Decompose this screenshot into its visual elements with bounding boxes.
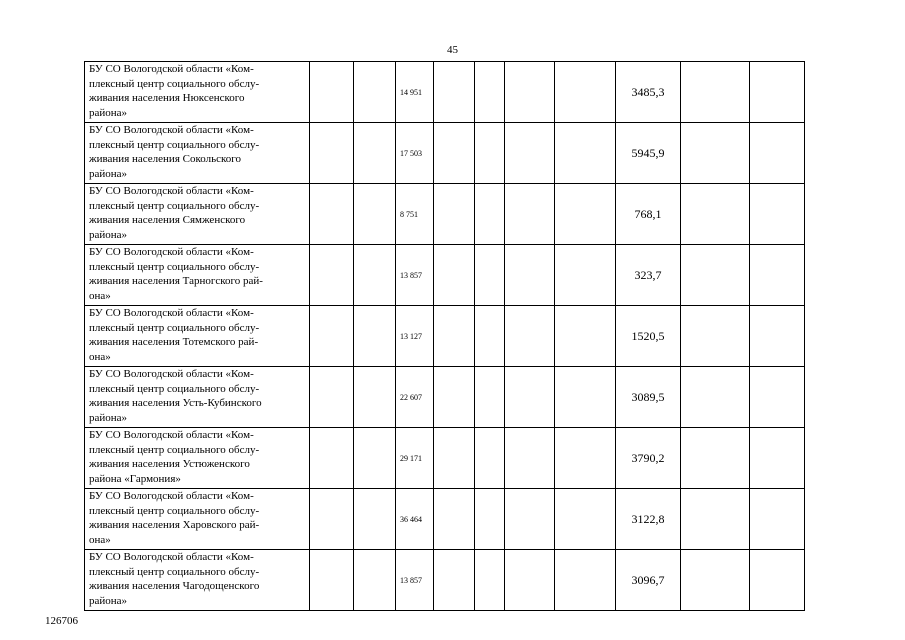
- empty-cell: [555, 367, 616, 428]
- amount-cell: 3122,8: [616, 489, 681, 550]
- recipients-count-cell: 29 171: [396, 428, 434, 489]
- empty-cell: [434, 184, 475, 245]
- empty-cell: [681, 428, 750, 489]
- organization-name-cell: БУ СО Вологодской области «Ком- плексный центр социального обслу- живания населения Харовского рай- она»: [85, 489, 310, 550]
- empty-cell: [750, 428, 805, 489]
- empty-cell: [750, 367, 805, 428]
- amount-cell: 5945,9: [616, 123, 681, 184]
- table-row: [85, 550, 805, 611]
- empty-cell: [354, 489, 396, 550]
- empty-cell: [505, 428, 555, 489]
- table-row: [85, 123, 805, 184]
- empty-cell: [750, 489, 805, 550]
- empty-cell: [505, 550, 555, 611]
- empty-cell: [310, 184, 354, 245]
- empty-cell: [475, 184, 505, 245]
- organization-name-cell: БУ СО Вологодской области «Ком- плексный центр социального обслу- живания населения Сямженского района»: [85, 184, 310, 245]
- recipients-count-cell: 22 607: [396, 367, 434, 428]
- empty-cell: [555, 123, 616, 184]
- empty-cell: [434, 62, 475, 123]
- empty-cell: [434, 367, 475, 428]
- empty-cell: [354, 245, 396, 306]
- recipients-count-cell: 14 951: [396, 62, 434, 123]
- empty-cell: [681, 550, 750, 611]
- empty-cell: [475, 489, 505, 550]
- empty-cell: [750, 306, 805, 367]
- organization-name-cell: БУ СО Вологодской области «Ком- плексный центр социального обслу- живания населения Усть-Кубинского района»: [85, 367, 310, 428]
- recipients-count-cell: 13 127: [396, 306, 434, 367]
- empty-cell: [310, 550, 354, 611]
- table-body: [85, 62, 805, 611]
- organization-name-cell: БУ СО Вологодской области «Ком- плексный центр социального обслу- живания населения Тарногского рай- она»: [85, 245, 310, 306]
- empty-cell: [505, 367, 555, 428]
- empty-cell: [750, 123, 805, 184]
- empty-cell: [555, 62, 616, 123]
- empty-cell: [681, 367, 750, 428]
- empty-cell: [434, 428, 475, 489]
- empty-cell: [555, 245, 616, 306]
- empty-cell: [354, 367, 396, 428]
- empty-cell: [310, 62, 354, 123]
- empty-cell: [475, 367, 505, 428]
- empty-cell: [750, 245, 805, 306]
- empty-cell: [505, 489, 555, 550]
- table-row: [85, 62, 805, 123]
- empty-cell: [750, 62, 805, 123]
- amount-cell: 323,7: [616, 245, 681, 306]
- empty-cell: [310, 428, 354, 489]
- amount-cell: 3089,5: [616, 367, 681, 428]
- table-row: [85, 184, 805, 245]
- empty-cell: [354, 428, 396, 489]
- empty-cell: [475, 550, 505, 611]
- amount-cell: 1520,5: [616, 306, 681, 367]
- empty-cell: [310, 245, 354, 306]
- amount-cell: 3485,3: [616, 62, 681, 123]
- recipients-count-cell: 13 857: [396, 245, 434, 306]
- table-row: [85, 245, 805, 306]
- organization-name-cell: БУ СО Вологодской области «Ком- плексный центр социального обслу- живания населения Нюксенского района»: [85, 62, 310, 123]
- empty-cell: [310, 367, 354, 428]
- recipients-count-cell: 13 857: [396, 550, 434, 611]
- empty-cell: [505, 306, 555, 367]
- table-row: [85, 367, 805, 428]
- organization-name-cell: БУ СО Вологодской области «Ком- плексный центр социального обслу- живания населения Тотемского рай- она»: [85, 306, 310, 367]
- empty-cell: [475, 306, 505, 367]
- amount-cell: 3096,7: [616, 550, 681, 611]
- empty-cell: [434, 550, 475, 611]
- empty-cell: [555, 306, 616, 367]
- empty-cell: [750, 550, 805, 611]
- empty-cell: [310, 123, 354, 184]
- empty-cell: [555, 550, 616, 611]
- empty-cell: [681, 62, 750, 123]
- recipients-count-cell: 36 464: [396, 489, 434, 550]
- table-row: [85, 306, 805, 367]
- empty-cell: [505, 62, 555, 123]
- empty-cell: [681, 184, 750, 245]
- recipients-count-cell: 8 751: [396, 184, 434, 245]
- organization-name-cell: БУ СО Вологодской области «Ком- плексный центр социального обслу- живания населения Устюженского района «Гармония»: [85, 428, 310, 489]
- page-number: 45: [447, 44, 458, 56]
- empty-cell: [354, 62, 396, 123]
- empty-cell: [681, 489, 750, 550]
- organization-name-cell: БУ СО Вологодской области «Ком- плексный центр социального обслу- живания населения Сокольского района»: [85, 123, 310, 184]
- empty-cell: [475, 428, 505, 489]
- empty-cell: [354, 123, 396, 184]
- data-table: [84, 61, 805, 611]
- empty-cell: [505, 123, 555, 184]
- amount-cell: 3790,2: [616, 428, 681, 489]
- footer-document-code: 126706: [45, 615, 78, 627]
- amount-cell: 768,1: [616, 184, 681, 245]
- empty-cell: [310, 489, 354, 550]
- table-row: [85, 428, 805, 489]
- organization-name-cell: БУ СО Вологодской области «Ком- плексный центр социального обслу- живания населения Чагодощенского района»: [85, 550, 310, 611]
- empty-cell: [354, 184, 396, 245]
- empty-cell: [555, 428, 616, 489]
- empty-cell: [434, 489, 475, 550]
- empty-cell: [505, 184, 555, 245]
- empty-cell: [475, 123, 505, 184]
- empty-cell: [681, 306, 750, 367]
- empty-cell: [475, 245, 505, 306]
- empty-cell: [681, 245, 750, 306]
- empty-cell: [475, 62, 505, 123]
- empty-cell: [555, 184, 616, 245]
- empty-cell: [681, 123, 750, 184]
- empty-cell: [750, 184, 805, 245]
- empty-cell: [354, 550, 396, 611]
- empty-cell: [434, 306, 475, 367]
- empty-cell: [434, 123, 475, 184]
- table-row: [85, 489, 805, 550]
- empty-cell: [505, 245, 555, 306]
- empty-cell: [555, 489, 616, 550]
- empty-cell: [434, 245, 475, 306]
- empty-cell: [354, 306, 396, 367]
- recipients-count-cell: 17 503: [396, 123, 434, 184]
- empty-cell: [310, 306, 354, 367]
